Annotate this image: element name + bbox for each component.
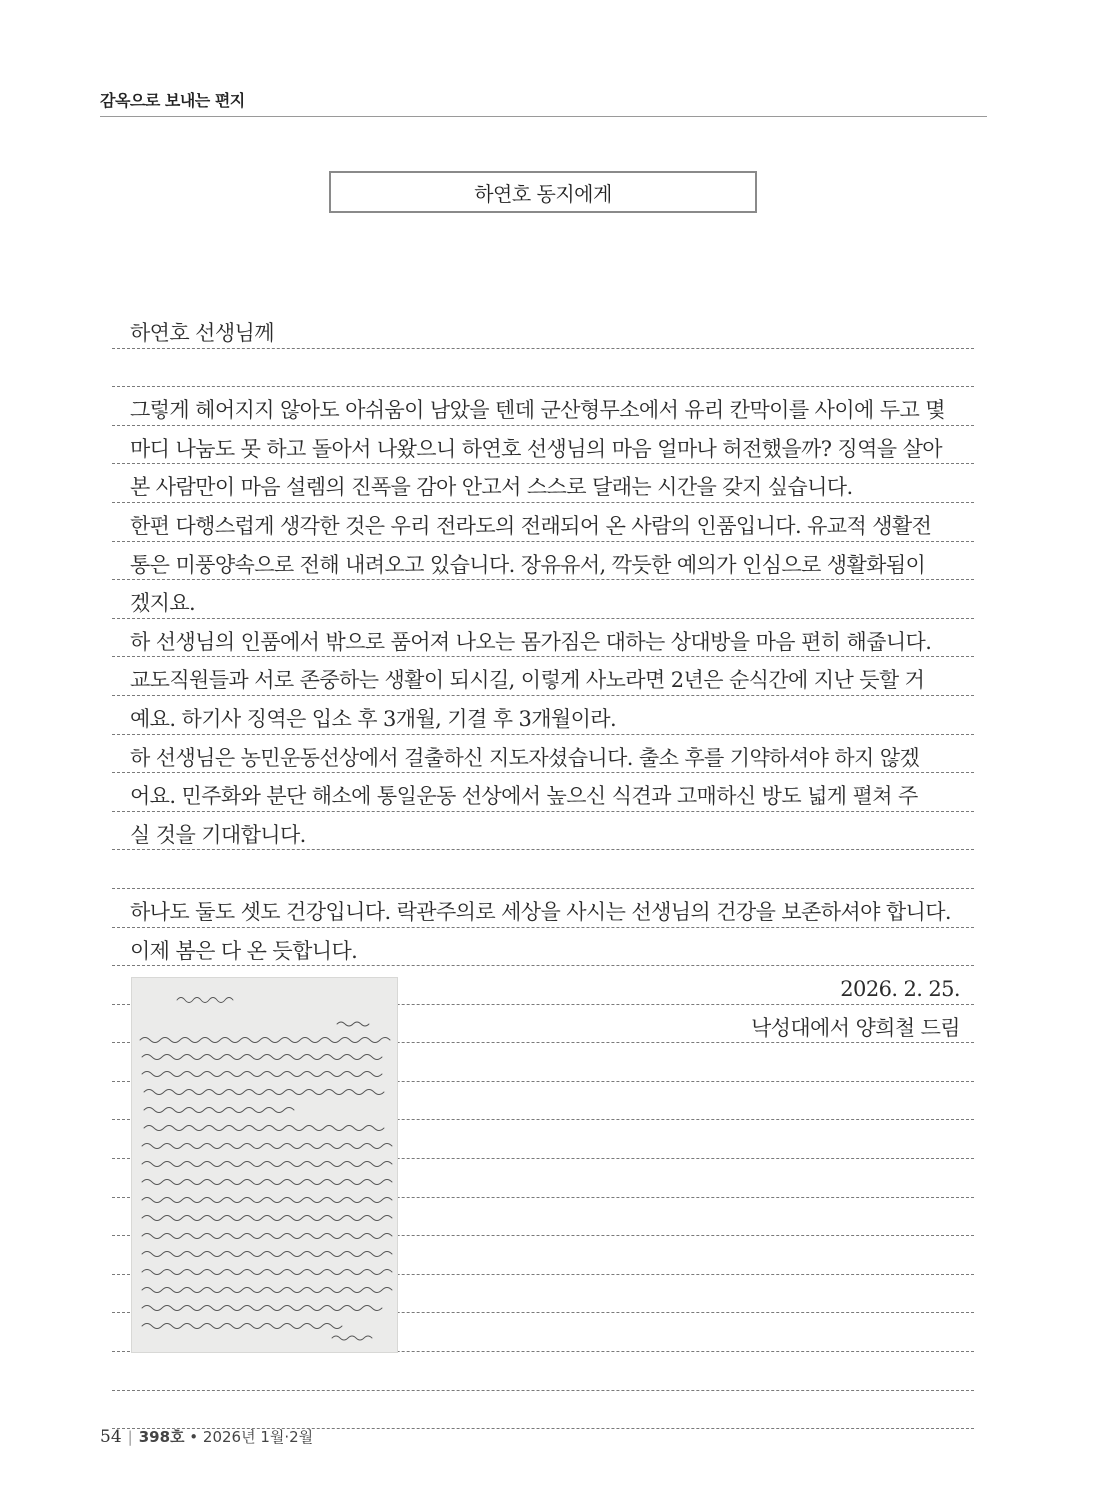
footer-bullet: • (184, 1428, 203, 1446)
header-divider (100, 116, 987, 117)
letter-line: 본 사람만이 마음 설렘의 진폭을 감아 안고서 스스로 달래는 시간을 갖지 싶습니다. (112, 464, 974, 503)
letter-date: 2026. 2. 25. (112, 966, 974, 1005)
section-header: 감옥으로 보내는 편지 (100, 91, 245, 110)
handwritten-letter-photo (131, 977, 398, 1353)
blank-ruled-line (112, 1391, 974, 1430)
footer-separator: | (127, 1428, 133, 1446)
letter-line: 한편 다행스럽게 생각한 것은 우리 전라도의 전래되어 온 사람의 인품입니다. 유교적 생활전 (112, 503, 974, 542)
letter-line: 하연호 선생님께 (112, 310, 974, 349)
letter-line: 마디 나눔도 못 하고 돌아서 나왔으니 하연호 선생님의 마음 얼마나 허전했을까? 징역을 살아 (112, 426, 974, 465)
page-number: 54 (100, 1427, 122, 1447)
letter-line: 교도직원들과 서로 존중하는 생활이 되시길, 이렇게 사노라면 2년은 순식간에 지난 듯할 거 (112, 657, 974, 696)
blank-ruled-line (112, 1352, 974, 1391)
issue-number: 398호 (138, 1428, 185, 1446)
letter-title-box: 하연호 동지에게 (329, 171, 757, 213)
letter-line: 겠지요. (112, 580, 974, 619)
letter-line: 예요. 하기사 징역은 입소 후 3개월, 기결 후 3개월이라. (112, 696, 974, 735)
letter-line: 하나도 둘도 셋도 건강입니다. 락관주의로 세상을 사시는 선생님의 건강을 보존하셔야 합니다. (112, 889, 974, 928)
letter-line: 어요. 민주화와 분단 해소에 통일운동 선상에서 높으신 식견과 고매하신 방도 넓게 펼쳐 주 (112, 773, 974, 812)
letter-line: 이제 봄은 다 온 듯합니다. (112, 928, 974, 967)
letter-line: 그렇게 헤어지지 않아도 아쉬움이 남았을 텐데 군산형무소에서 유리 칸막이를 사이에 두고 몇 (112, 387, 974, 426)
letter-signature: 낙성대에서 양희철 드림 (112, 1005, 974, 1044)
letter-line (112, 850, 974, 889)
handwriting-scribble-image (132, 978, 398, 1353)
letter-line (112, 349, 974, 388)
issue-date: 2026년 1월·2월 (202, 1428, 314, 1446)
letter-line: 하 선생님의 인품에서 밖으로 품어져 나오는 몸가짐은 대하는 상대방을 마음 편히 해줍니다. (112, 619, 974, 658)
letter-line: 실 것을 기대합니다. (112, 812, 974, 851)
letter-line: 통은 미풍양속으로 전해 내려오고 있습니다. 장유유서, 깍듯한 예의가 인심으로 생활화됨이 (112, 542, 974, 581)
page-footer (100, 1426, 313, 1447)
letter-line: 하 선생님은 농민운동선상에서 걸출하신 지도자셨습니다. 출소 후를 기약하셔야 하지 않겠 (112, 735, 974, 774)
